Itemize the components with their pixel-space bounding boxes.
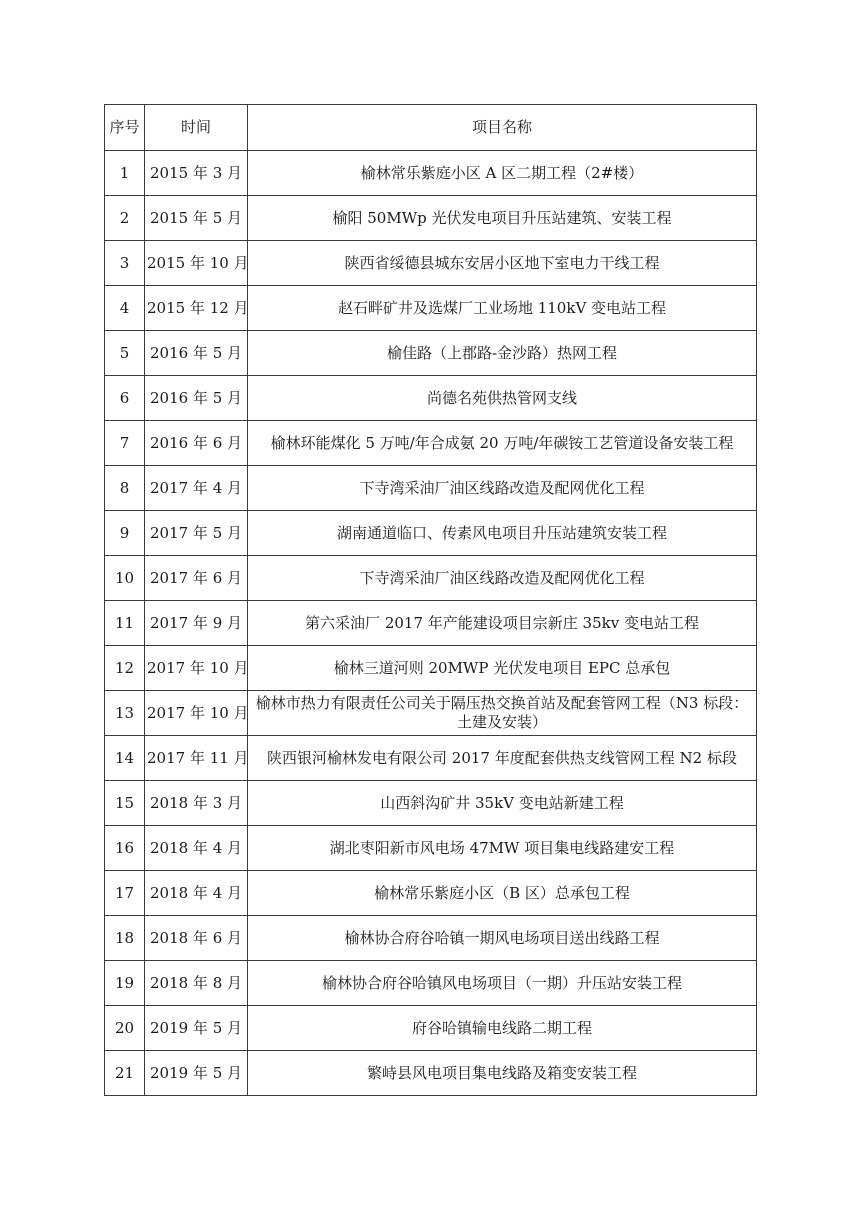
row-project-name: 榆林常乐紫庭小区 A 区二期工程（2#楼） xyxy=(248,151,757,196)
table-row xyxy=(105,1006,757,1051)
row-project-name: 湖北枣阳新市风电场 47MW 项目集电线路建安工程 xyxy=(248,826,757,871)
document-page xyxy=(104,104,756,1096)
table-row xyxy=(105,376,757,421)
row-time: 2016 年 6 月 xyxy=(145,421,248,466)
row-project-name: 榆林协合府谷哈镇一期风电场项目送出线路工程 xyxy=(248,916,757,961)
header-name: 项目名称 xyxy=(248,105,757,151)
table-row xyxy=(105,286,757,331)
table-row xyxy=(105,466,757,511)
row-time: 2017 年 11 月 xyxy=(145,736,248,781)
table-row xyxy=(105,1051,757,1096)
row-time: 2018 年 6 月 xyxy=(145,916,248,961)
row-number: 2 xyxy=(105,196,145,241)
row-number: 19 xyxy=(105,961,145,1006)
row-time: 2018 年 4 月 xyxy=(145,871,248,916)
row-project-name: 榆阳 50MWp 光伏发电项目升压站建筑、安装工程 xyxy=(248,196,757,241)
row-project-name: 榆林环能煤化 5 万吨/年合成氨 20 万吨/年碳铵工艺管道设备安装工程 xyxy=(248,421,757,466)
row-project-name: 第六采油厂 2017 年产能建设项目宗新庄 35kv 变电站工程 xyxy=(248,601,757,646)
row-number: 13 xyxy=(105,691,145,736)
row-number: 9 xyxy=(105,511,145,556)
row-project-name: 府谷哈镇输电线路二期工程 xyxy=(248,1006,757,1051)
row-time: 2017 年 10 月 xyxy=(145,691,248,736)
table-row xyxy=(105,961,757,1006)
table-row xyxy=(105,601,757,646)
row-time: 2015 年 12 月 xyxy=(145,286,248,331)
row-project-name: 陕西银河榆林发电有限公司 2017 年度配套供热支线管网工程 N2 标段 xyxy=(248,736,757,781)
row-project-name: 下寺湾采油厂油区线路改造及配网优化工程 xyxy=(248,556,757,601)
row-number: 5 xyxy=(105,331,145,376)
table-row xyxy=(105,781,757,826)
row-project-name: 尚德名苑供热管网支线 xyxy=(248,376,757,421)
table-body xyxy=(105,151,757,1096)
row-time: 2019 年 5 月 xyxy=(145,1006,248,1051)
row-number: 17 xyxy=(105,871,145,916)
row-project-name: 榆林三道河则 20MWP 光伏发电项目 EPC 总承包 xyxy=(248,646,757,691)
table-row xyxy=(105,196,757,241)
row-project-name: 山西斜沟矿井 35kV 变电站新建工程 xyxy=(248,781,757,826)
table-row xyxy=(105,691,757,736)
row-number: 4 xyxy=(105,286,145,331)
row-project-name: 榆佳路（上郡路-金沙路）热网工程 xyxy=(248,331,757,376)
table-header xyxy=(105,105,757,151)
row-number: 15 xyxy=(105,781,145,826)
row-number: 14 xyxy=(105,736,145,781)
row-number: 18 xyxy=(105,916,145,961)
row-number: 20 xyxy=(105,1006,145,1051)
row-project-name: 陕西省绥德县城东安居小区地下室电力干线工程 xyxy=(248,241,757,286)
table-row xyxy=(105,556,757,601)
row-time: 2019 年 5 月 xyxy=(145,1051,248,1096)
row-project-name: 繁峙县风电项目集电线路及箱变安装工程 xyxy=(248,1051,757,1096)
row-project-name: 湖南通道临口、传素风电项目升压站建筑安装工程 xyxy=(248,511,757,556)
row-time: 2018 年 8 月 xyxy=(145,961,248,1006)
table-row xyxy=(105,826,757,871)
table-row xyxy=(105,916,757,961)
row-project-name: 下寺湾采油厂油区线路改造及配网优化工程 xyxy=(248,466,757,511)
table-row xyxy=(105,241,757,286)
row-number: 11 xyxy=(105,601,145,646)
row-time: 2017 年 9 月 xyxy=(145,601,248,646)
table-row xyxy=(105,421,757,466)
table-row xyxy=(105,736,757,781)
row-number: 12 xyxy=(105,646,145,691)
row-time: 2017 年 4 月 xyxy=(145,466,248,511)
row-project-name: 赵石畔矿井及选煤厂工业场地 110kV 变电站工程 xyxy=(248,286,757,331)
row-number: 21 xyxy=(105,1051,145,1096)
row-time: 2017 年 5 月 xyxy=(145,511,248,556)
header-time: 时间 xyxy=(145,105,248,151)
row-number: 6 xyxy=(105,376,145,421)
header-row xyxy=(105,105,757,151)
row-project-name: 榆林常乐紫庭小区（B 区）总承包工程 xyxy=(248,871,757,916)
table-row xyxy=(105,871,757,916)
row-project-name: 榆林协合府谷哈镇风电场项目（一期）升压站安装工程 xyxy=(248,961,757,1006)
table-row xyxy=(105,646,757,691)
project-table xyxy=(104,104,757,1096)
row-time: 2016 年 5 月 xyxy=(145,331,248,376)
row-number: 1 xyxy=(105,151,145,196)
row-time: 2016 年 5 月 xyxy=(145,376,248,421)
row-number: 7 xyxy=(105,421,145,466)
row-time: 2015 年 5 月 xyxy=(145,196,248,241)
row-number: 10 xyxy=(105,556,145,601)
table-row xyxy=(105,151,757,196)
table-row xyxy=(105,331,757,376)
row-time: 2015 年 3 月 xyxy=(145,151,248,196)
row-time: 2015 年 10 月 xyxy=(145,241,248,286)
row-time: 2018 年 3 月 xyxy=(145,781,248,826)
row-project-name: 榆林市热力有限责任公司关于隔压热交换首站及配套管网工程（N3 标段：土建及安装） xyxy=(248,691,757,736)
table-row xyxy=(105,511,757,556)
row-time: 2017 年 6 月 xyxy=(145,556,248,601)
row-number: 16 xyxy=(105,826,145,871)
row-time: 2017 年 10 月 xyxy=(145,646,248,691)
row-time: 2018 年 4 月 xyxy=(145,826,248,871)
row-number: 8 xyxy=(105,466,145,511)
header-no: 序号 xyxy=(105,105,145,151)
row-number: 3 xyxy=(105,241,145,286)
